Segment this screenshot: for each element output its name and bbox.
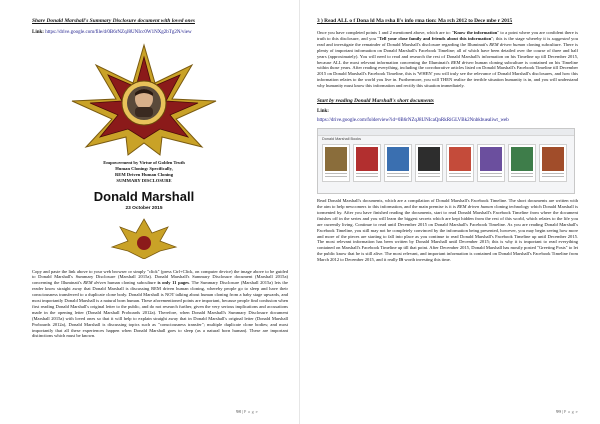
document-thumbnail [415, 144, 443, 182]
cover-subtitle-line: Empowerment by Virtue of Golden Truth [103, 159, 185, 165]
thumbnail-image [449, 147, 471, 171]
screenshot-thumbnails [322, 144, 567, 182]
page-number-value: 99 [556, 409, 561, 414]
cover-subtitle-line: SUMMARY DISCLOSURE [116, 177, 172, 183]
left-link-line [32, 30, 288, 37]
screenshot-folder-title: Donald Marshall Books [322, 137, 362, 142]
summary-disclosure-cover[interactable] [56, 43, 232, 259]
text-run: REM driven [450, 59, 474, 65]
left-page-number: 98|P a g e [236, 409, 258, 414]
document-thumbnail [384, 144, 412, 182]
document-thumbnail [508, 144, 536, 182]
left-body-text [32, 269, 288, 340]
thumbnail-caption [511, 173, 533, 179]
text-run: Copy and paste the link above to your web browser or simply "click" (press Ctrl+Click, on computer device) the image above to be guided to Donald Marshall's Summary Disclosure (Marshall 2015a). Donald Marshall's Summary Disclosure document (Marshall 2015a) concerning the Illuminati's [32, 268, 288, 286]
left-page-heading: Share Donald Marshall's Summary Disclosure document with loved ones [32, 18, 195, 24]
text-run: worth investing this time. [403, 257, 451, 263]
thumbnail-caption [449, 173, 471, 179]
right-body-text-1 [317, 30, 578, 89]
text-run: Once you have completed points 1 and 2 mentioned above, which are to: " [317, 30, 454, 35]
right-body-text-2 [317, 198, 578, 263]
text-run: suggested [551, 35, 570, 41]
text-run: "; this is the stage whereby it is [491, 35, 552, 41]
text-run: human cloning subculture is contained on his Timeline within those years. After reading everything, including the corroborative articles listed on Donald Marshall's Facebook Timeline till December 2015 on Donald Marshall's Facebook Timeline, this is 'WHEN' you will truly see the relevance of Donald Marshall's disclosures, and how this information relates to the world you live in. Furthermore, you will THEN realise the terrible situation humanity is in, and you will understand why humanity must know this information and rectify this situation immediately. [317, 59, 578, 89]
thumbnail-caption [418, 173, 440, 179]
page-word: P a g e [243, 409, 258, 414]
thumbnail-image [480, 147, 502, 171]
right-link-url[interactable]: https://drive.google.com/folderview?id=0B6rNZqJ8UNIcaQnRkRiGLVBk2Nnbkbuealiwt_web [317, 117, 509, 123]
thumbnail-image [418, 147, 440, 171]
left-link-url[interactable]: https://drive.google.com/file/d/0B6rNZqJ8UNIcc0W1NXg2bTg2N/view [45, 30, 192, 35]
thumbnail-caption [480, 173, 502, 179]
text-run: you read and investigate the remainder of Donald Marshall's disclosure regarding the Illuminati's [317, 35, 578, 47]
right-page-number: 99|P a g e [556, 409, 578, 414]
document-thumbnail [477, 144, 505, 182]
cover-subtitle-line: REM Driven Human Cloning [114, 171, 174, 177]
text-run: Read Donald Marshall's documents, which are a compilation of Donald Marshall's Facebook Timeline. The short documents are written with the aim to help newcomers to this information, and the main premise is it is [317, 198, 578, 209]
thumbnail-image [356, 147, 378, 171]
text-run: REM driven human [489, 41, 526, 47]
document-thumbnail [353, 144, 381, 182]
text-run: Know the information [453, 30, 498, 35]
screenshot-toolbar [318, 129, 574, 136]
right-link-url-line [317, 118, 578, 125]
left-link-label: Link: [32, 30, 44, 35]
thumbnail-image [542, 147, 564, 171]
text-run: cloning subculture. There is plenty of important information on Donald Marshall's Facebook Timeline; all of which have been detailed over the course of three and half years (approximately). You will need to read and research the rest of Donald Marshall's information on his Timeline up till December 2015, because ALL the most relevant information concerning the Illuminati's [317, 41, 578, 65]
thumbnail-caption [356, 173, 378, 179]
right-link-label: Link: [317, 109, 329, 115]
drive-folder-screenshot[interactable] [317, 128, 575, 194]
thumbnail-image [511, 147, 533, 171]
thumbnail-image [325, 147, 347, 171]
thumbnail-caption [325, 173, 347, 179]
text-run: REM driven human [457, 203, 493, 209]
text-run: human cloning subculture [105, 280, 158, 286]
document-thumbnail [446, 144, 474, 182]
text-run: REM driven [83, 280, 106, 286]
page-word: P a g e [563, 409, 578, 414]
page-number-value: 98 [236, 409, 241, 414]
right-page [300, 0, 600, 424]
text-run: Tell your close family and friends about this information [379, 35, 492, 41]
text-run: " to a point where you are confident there is truth to this disclosure, and you " [317, 30, 578, 41]
cover-author-name: Donald Marshall [93, 188, 195, 204]
thumbnail-caption [387, 173, 409, 179]
cover-bottom-emblem [56, 43, 232, 259]
right-page-heading: 3 ) Read ALL o f Dona ld Ma rsha ll's info rma tion: Ma rch 2012 to Dece mbe r 2015 [317, 18, 513, 24]
text-run: IS [398, 257, 404, 263]
right-link-line [317, 109, 578, 116]
thumbnail-image [387, 147, 409, 171]
thumbnail-caption [542, 173, 564, 179]
text-run: is only 11 pages [157, 280, 189, 286]
text-run: cloning technology which Donald Marshall is tormented by. After you have finished reading the documents, start to read Donald Marshall's Facebook Timeline from where the document finishes off in the series and you will learn the biggest secrets which are kept hidden from the rest of this world, which relates to the life you are currently living. Continue to read until December 2015 on Donald Marshall's Facebook Timeline. As you are reading Donald Marshall's Facebook Timeline, you still may not be completely convinced by the information being presented, however, you may begin seeing how more and more of the pieces are starting to fall into place as you continue to read Donald Marshall's Facebook Timeline up until December 2015. The most relevant information has been written by Donald Marshall until December 2015; this is why it is important to read everything contained on Marshall's Facebook Timeline up till that point. After December 2015, Donald Marshall has mostly posted "Greeting Posts" to let the public know that he is still alive. The most relevant, and important information is contained on Donald Marshall's Facebook Timeline from March 2012 to December 2015, and it really [317, 203, 579, 263]
cover-date: 23 October 2015 [125, 205, 163, 211]
right-sub-heading: Start by reading Donald Marshall's short documents [317, 98, 434, 105]
text-run: . The Summary Disclosure (Marshall 2015a) lets the reader know straight away that Donald Marshall is discussing REM driven human cloning, whereby people go to sleep and have their consciousness transferred to a duplicate clone body. Donald Marshall is NOT talking about human cloning from a baby stage upwards, and most importantly Donald Marshall is a natural born human. These aforementioned points are important, because people find confusion when first reading Donald Marshall's original letter to the public, and do not research further, given the very serious implications and accusations made in the opening letter (Donald Marshall Proboards 2012a). Therefore, when Donald Marshall's Summary Disclosure document (Marshall 2015a) with loved ones so that it will help to explain straight away that in Donald Marshall's original letter (Donald Marshall Proboards 2012a), Donald Marshall is discussing topics such as "consciousness transfer"; multiple duplicate clone bodies; and most importantly that all these experiences happen when Donald Marshall goes to sleep (as a natural born human). These are important distinctions which must be known. [32, 280, 288, 339]
document-thumbnail [539, 144, 567, 182]
document-thumbnail [322, 144, 350, 182]
cover-subtitle-line: Human Cloning: Specifically, [115, 165, 173, 171]
